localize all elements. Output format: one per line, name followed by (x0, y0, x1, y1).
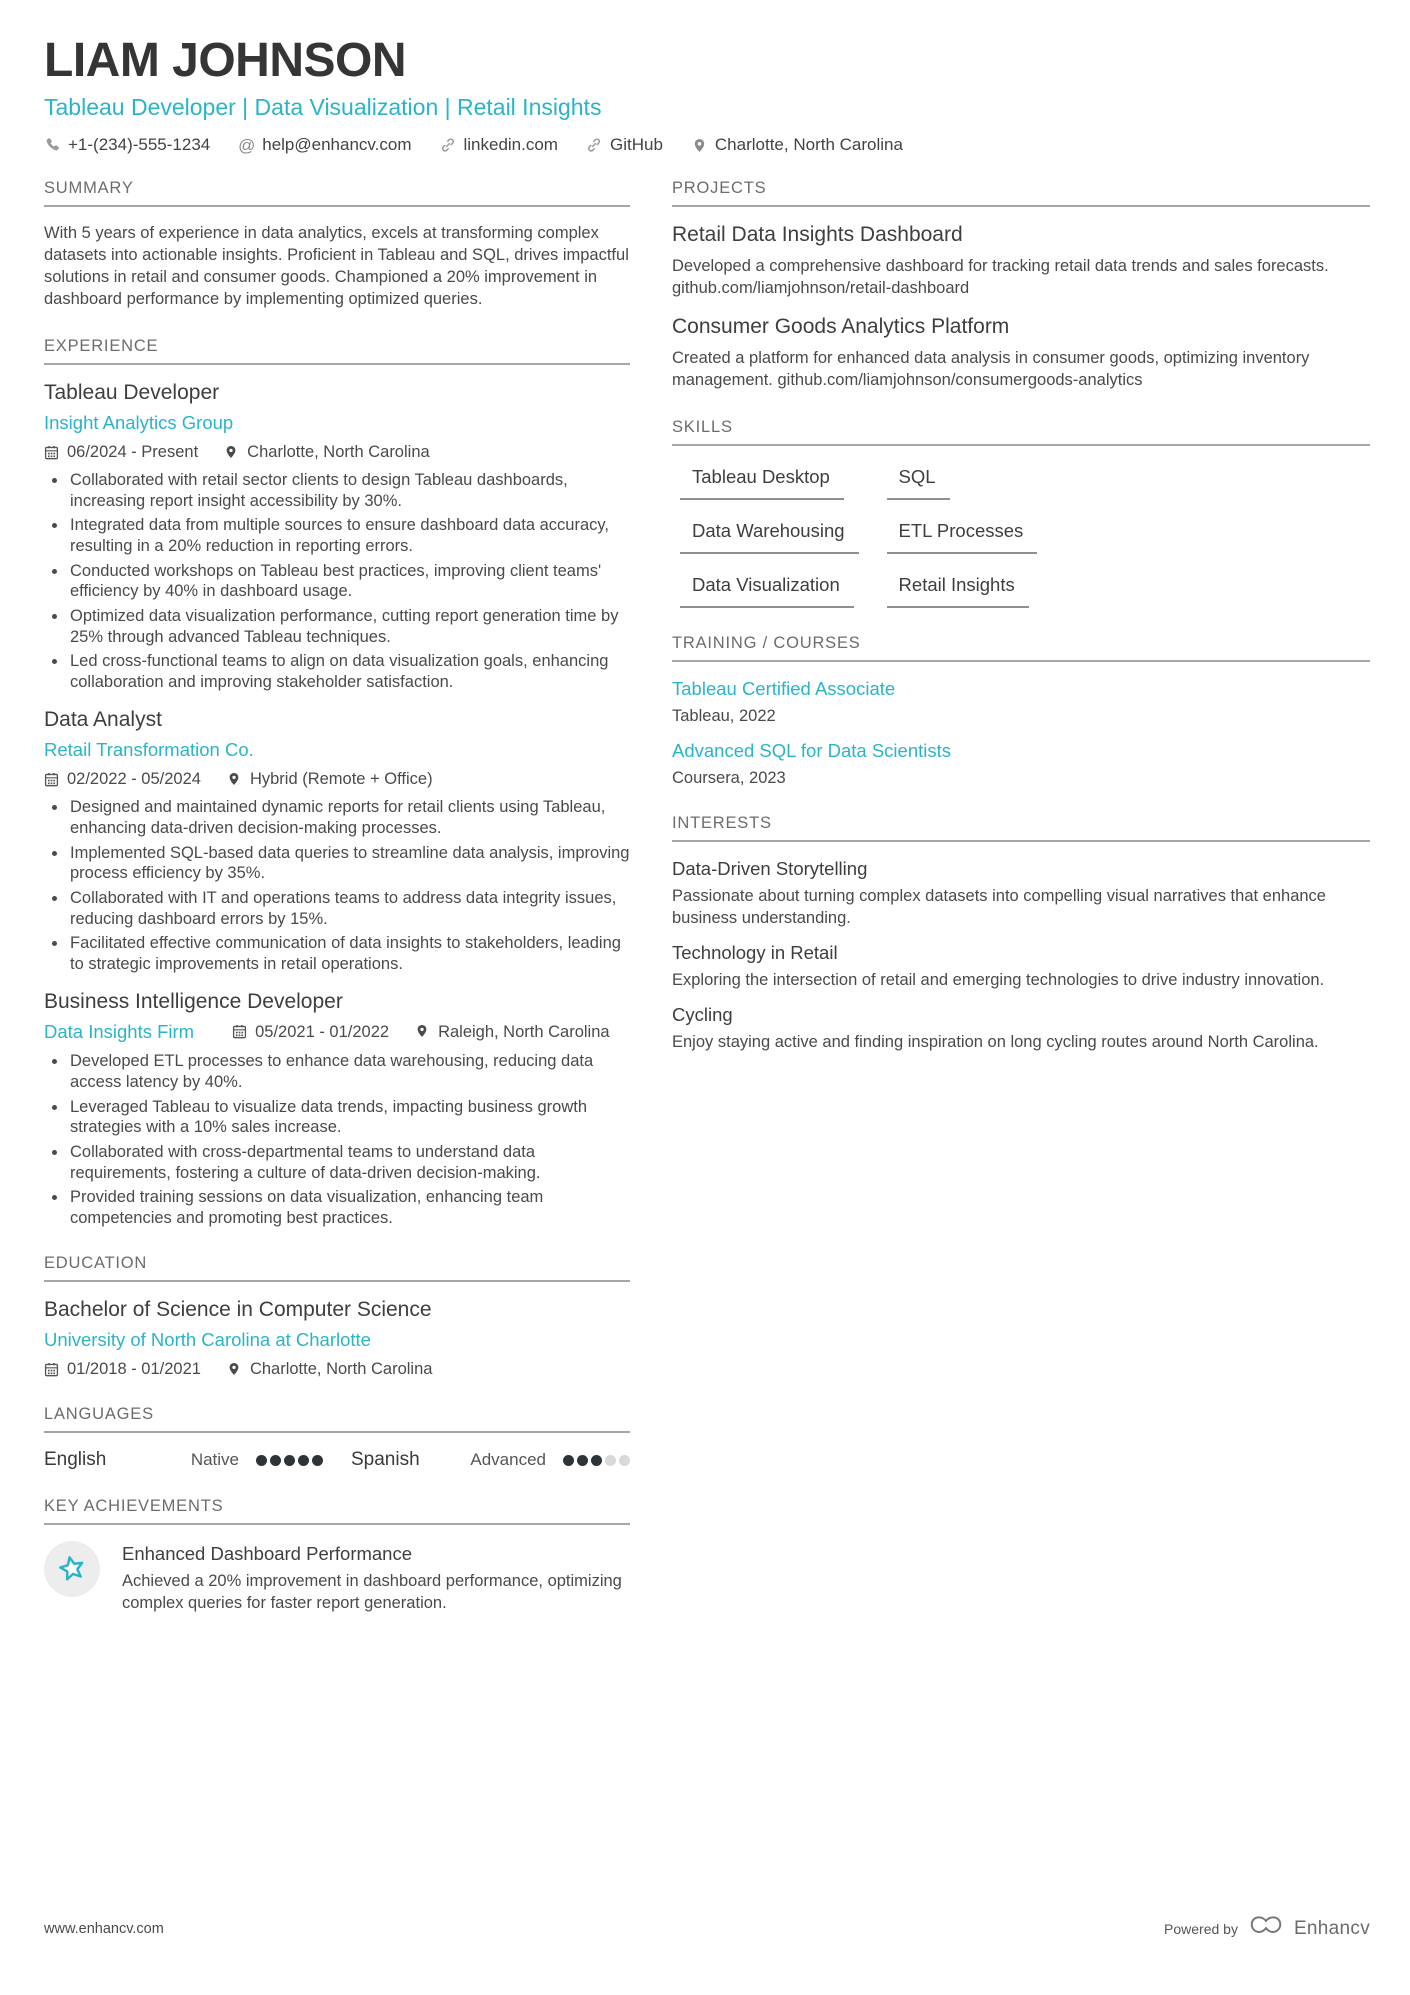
course-item (672, 740, 1370, 788)
education-date-text: 01/2018 - 01/2021 (67, 1360, 201, 1379)
interest-description: Passionate about turning complex datasets into compelling visual narratives that enhance business understanding. (672, 887, 1326, 927)
location-pin-icon (224, 445, 240, 461)
job-bullet: • Collaborated with cross-departmental teams to understand data requirements, fostering a culture of data-driven decision-making. (68, 1142, 630, 1183)
languages-heading: LANGUAGES (44, 1405, 630, 1433)
powered-by-label: Powered by (1164, 1920, 1238, 1937)
section-interests (672, 814, 1370, 1054)
location-pin-icon (227, 772, 243, 788)
job-subheader (44, 739, 630, 789)
experience-job (44, 708, 630, 974)
job-company-link[interactable]: Insight Analytics Group (44, 412, 234, 434)
job-title: Tableau Developer (44, 381, 220, 405)
course-item (672, 678, 1370, 726)
interest-item (672, 942, 1370, 991)
training-heading: TRAINING / COURSES (672, 634, 1370, 662)
right-column (672, 179, 1370, 1640)
achievement-body (122, 1541, 630, 1614)
interests-heading: INTERESTS (672, 814, 1370, 842)
achievements-list (44, 1541, 630, 1614)
job-title: Data Analyst (44, 708, 162, 732)
job-location-text: Raleigh, North Carolina (438, 1022, 610, 1041)
language-level: Advanced (470, 1450, 546, 1470)
at-icon: @ (238, 135, 256, 155)
interest-title: Data-Driven Storytelling (672, 858, 868, 880)
job-bullet: • Leveraged Tableau to visualize data trends, impacting business growth strategies with a 10% sales increase. (68, 1097, 630, 1138)
skill-item: Retail Insights (887, 574, 1029, 608)
phone-contact (44, 135, 210, 155)
job-bullet: • Implemented SQL-based data queries to streamline data analysis, improving process efficiency by 35%. (68, 843, 630, 884)
star-icon (54, 1552, 90, 1588)
job-meta (232, 1023, 609, 1042)
school-link[interactable]: University of North Carolina at Charlotte (44, 1329, 371, 1351)
link-icon (439, 137, 456, 154)
summary-text: With 5 years of experience in data analytics, excels at transforming complex datasets into actionable insights. Proficient in Tableau and SQL, drives impactful solutions in retail and consumer goods. Championed a 20% improvement in dashboard performance by implementing optimized queries. (44, 224, 629, 309)
education-heading: EDUCATION (44, 1254, 630, 1282)
job-bullet: • Collaborated with IT and operations teams to address data integrity issues, reducing dashboard errors by 15%. (68, 888, 630, 929)
project-title: Retail Data Insights Dashboard (672, 223, 963, 247)
location-pin-icon (691, 137, 708, 154)
location-contact (691, 135, 903, 155)
language-dots (256, 1455, 323, 1466)
language-item (44, 1449, 323, 1471)
skill-item: Data Warehousing (680, 520, 859, 554)
section-projects (672, 179, 1370, 392)
github-link[interactable] (586, 135, 663, 155)
interest-item (672, 1004, 1370, 1053)
job-date-text: 06/2024 - Present (67, 443, 199, 462)
job-bullet: • Facilitated effective communication of data insights to stakeholders, leading to strategic improvements in retail operations. (68, 933, 630, 974)
job-bullet: • Collaborated with retail sector clients to design Tableau dashboards, increasing report insight accessibility by 30%. (68, 470, 630, 511)
job-company-link[interactable]: Data Insights Firm (44, 1021, 195, 1043)
job-subheader (44, 412, 630, 462)
interest-item (672, 858, 1370, 929)
level-dot (284, 1455, 295, 1466)
linkedin-text: linkedin.com (463, 135, 558, 155)
job-bullet: • Designed and maintained dynamic reports for retail clients using Tableau, enhancing data-driven decision-making processes. (68, 797, 630, 838)
headline: Tableau Developer | Data Visualization | Retail Insights (44, 94, 602, 121)
resume-header (44, 36, 1370, 155)
job-company-link[interactable]: Retail Transformation Co. (44, 739, 254, 761)
footer-site-url: www.enhancv.com (44, 1920, 164, 1937)
phone-icon (44, 137, 61, 154)
section-languages (44, 1405, 630, 1471)
person-name: LIAM JOHNSON (44, 34, 407, 87)
projects-heading: PROJECTS (672, 179, 1370, 207)
calendar-icon (232, 1024, 248, 1040)
calendar-icon (44, 1362, 60, 1378)
interests-list (672, 858, 1370, 1054)
job-bullets (44, 470, 630, 692)
language-level: Native (190, 1450, 239, 1470)
job-bullet: • Optimized data visualization performance, cutting report generation time by 25% through advanced Tableau techniques. (68, 606, 630, 647)
summary-heading: SUMMARY (44, 179, 630, 207)
job-bullets (44, 1051, 630, 1228)
location-pin-icon (227, 1362, 243, 1378)
location-pin-icon (415, 1024, 431, 1040)
language-item (351, 1449, 630, 1471)
level-dot (591, 1455, 602, 1466)
project-description: Created a platform for enhanced data analysis in consumer goods, optimizing inventory management. github.com/liamjohnson/consumergoods-analytics (672, 349, 1310, 390)
phone-number: +1-(234)-555-1234 (68, 135, 211, 155)
job-bullets (44, 797, 630, 974)
section-skills (672, 418, 1370, 608)
enhancv-brand-text: Enhancv (1293, 1917, 1370, 1939)
course-title-link[interactable]: Advanced SQL for Data Scientists (672, 740, 952, 762)
language-name: English (44, 1449, 107, 1471)
section-education (44, 1254, 630, 1379)
level-dot (577, 1455, 588, 1466)
project-item (672, 223, 1370, 300)
powered-by (1164, 1914, 1370, 1943)
interest-title: Technology in Retail (672, 942, 838, 964)
experience-job (44, 381, 630, 692)
interest-description: Exploring the intersection of retail and emerging technologies to drive industry innovation. (672, 971, 1325, 990)
job-bullet: • Provided training sessions on data visualization, enhancing team competencies and promoting best practices. (68, 1187, 630, 1228)
course-provider: Coursera, 2023 (672, 769, 786, 788)
achievement-title: Enhanced Dashboard Performance (122, 1543, 413, 1565)
skill-item: ETL Processes (887, 520, 1038, 554)
skills-heading: SKILLS (672, 418, 1370, 446)
education-location-text: Charlotte, North Carolina (249, 1360, 433, 1379)
skill-item: Tableau Desktop (680, 466, 844, 500)
content-columns (44, 179, 1370, 1640)
languages-list (44, 1449, 630, 1471)
skill-item: SQL (887, 466, 950, 500)
job-dates (232, 1023, 389, 1042)
level-dot (563, 1455, 574, 1466)
enhancv-logo-icon (1248, 1914, 1284, 1943)
education-dates (44, 1360, 201, 1379)
interest-title: Cycling (672, 1004, 733, 1026)
job-bullet: • Conducted workshops on Tableau best practices, improving client teams' efficiency by 40% in dashboard usage. (68, 561, 630, 602)
skill-item: Data Visualization (680, 574, 854, 608)
email-text: help@enhancv.com (262, 135, 412, 155)
job-meta (44, 770, 630, 789)
project-title: Consumer Goods Analytics Platform (672, 315, 1010, 339)
job-date-text: 02/2022 - 05/2024 (67, 770, 201, 789)
experience-heading: EXPERIENCE (44, 337, 630, 365)
language-dots (563, 1455, 630, 1466)
level-dot (619, 1455, 630, 1466)
job-location (415, 1023, 610, 1042)
course-title-link[interactable]: Tableau Certified Associate (672, 678, 896, 700)
skills-list (680, 466, 1370, 608)
education-location (227, 1360, 433, 1379)
job-bullet: • Developed ETL processes to enhance data warehousing, reducing data access latency by 40%. (68, 1051, 630, 1092)
job-title: Business Intelligence Developer (44, 990, 343, 1014)
job-location (227, 770, 433, 789)
job-subheader (44, 1021, 630, 1043)
job-location (224, 443, 430, 462)
degree-title: Bachelor of Science in Computer Science (44, 1298, 432, 1322)
course-provider: Tableau, 2022 (672, 707, 776, 726)
project-description: Developed a comprehensive dashboard for tracking retail data trends and sales forecasts. github.com/liamjohnson/retail-dashboard (672, 257, 1329, 298)
projects-list (672, 223, 1370, 392)
job-location-text: Charlotte, North Carolina (247, 443, 430, 462)
section-training (672, 634, 1370, 788)
section-key-achievements (44, 1497, 630, 1614)
courses-list (672, 678, 1370, 788)
link-icon (586, 137, 603, 154)
interest-description: Enjoy staying active and finding inspiration on long cycling routes around North Carolina. (672, 1033, 1319, 1052)
level-dot (312, 1455, 323, 1466)
page-footer (44, 1914, 1370, 1943)
section-summary (44, 179, 630, 311)
email-link[interactable] (238, 135, 411, 155)
level-dot (270, 1455, 281, 1466)
left-column (44, 179, 630, 1640)
language-name: Spanish (351, 1449, 420, 1471)
job-bullet: • Integrated data from multiple sources to ensure dashboard data accuracy, resulting in a 20% reduction in reporting errors. (68, 515, 630, 556)
calendar-icon (44, 445, 60, 461)
level-dot (605, 1455, 616, 1466)
job-dates (44, 443, 198, 462)
location-text: Charlotte, North Carolina (714, 135, 903, 155)
github-text: GitHub (609, 135, 663, 155)
level-dot (256, 1455, 267, 1466)
experience-job (44, 990, 630, 1228)
project-item (672, 315, 1370, 392)
achievement-item (44, 1541, 630, 1614)
job-bullet: • Led cross-functional teams to align on data visualization goals, enhancing collaboration and improving stakeholder satisfaction. (68, 651, 630, 692)
achievement-description: Achieved a 20% improvement in dashboard performance, optimizing complex queries for faster report generation. (122, 1572, 622, 1612)
language-level-group (191, 1450, 323, 1470)
achievements-heading: KEY ACHIEVEMENTS (44, 1497, 630, 1525)
level-dot (298, 1455, 309, 1466)
jobs-list (44, 381, 630, 1228)
linkedin-link[interactable] (439, 135, 558, 155)
section-experience (44, 337, 630, 1228)
language-level-group (470, 1450, 630, 1470)
education-meta (44, 1360, 630, 1379)
job-date-text: 05/2021 - 01/2022 (255, 1022, 390, 1041)
job-location-text: Hybrid (Remote + Office) (249, 770, 433, 789)
calendar-icon (44, 772, 60, 788)
contact-row (44, 135, 1370, 155)
job-meta (44, 443, 630, 462)
achievement-icon-circle (44, 1541, 100, 1597)
job-dates (44, 770, 201, 789)
